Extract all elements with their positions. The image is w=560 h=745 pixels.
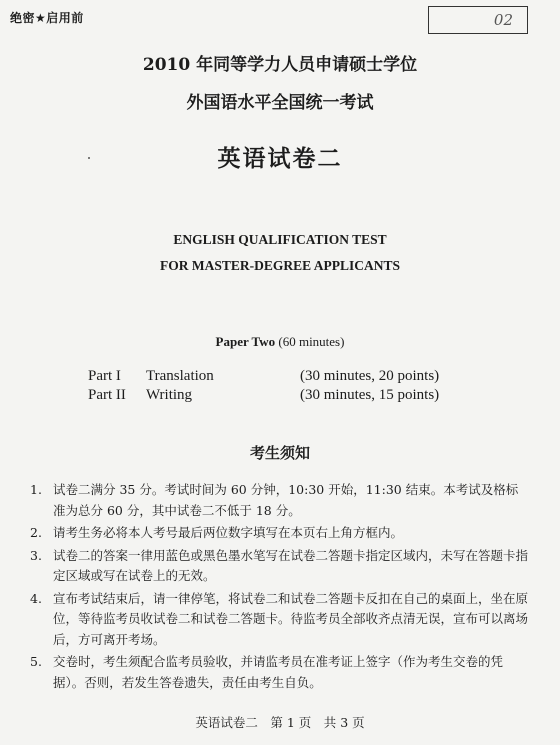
paper-heading	[0, 334, 560, 350]
part-title: Translation	[146, 368, 214, 384]
paper-title: 英语试卷二	[217, 145, 343, 172]
paper-duration: (60 minutes)	[278, 334, 345, 349]
part-row	[88, 387, 488, 406]
rule-text: 宣布考试结束后，请一律停笔，将试卷二和试卷二答题卡反扣在自己的桌面上，坐在原位，等待监考员收试卷二和试卷二答题卡。待监考员全部收齐点清无误，宣布可以离场后，方可离开考场。	[53, 590, 529, 647]
secret-mark: 绝密★启用前	[10, 11, 84, 25]
english-title-line2: FOR MASTER-DEGREE APPLICANTS	[159, 258, 401, 273]
candidate-number-box[interactable]	[428, 6, 528, 34]
rule-number: 4.	[30, 590, 42, 606]
exam-title: 2010 年同等学力人员申请硕士学位	[142, 55, 418, 75]
paper-name: Paper Two	[215, 334, 276, 349]
rule-item	[30, 546, 530, 587]
rule-item	[30, 480, 530, 521]
speck	[88, 157, 90, 159]
rule-text: 请考生务必将本人考号最后两位数字填写在本页右上角方框内。	[53, 525, 404, 540]
part-row	[88, 368, 488, 387]
rule-text: 试卷二满分 35 分。考试时间为 60 分钟，10:30 开始，11:30 结束。本考试及格标准为总分 60 分，其中试卷二不低于 18 分。	[53, 482, 519, 518]
part-info: (30 minutes, 20 points)	[300, 368, 440, 384]
notice-title: 考生须知	[249, 444, 310, 462]
part-info: (30 minutes, 15 points)	[300, 387, 440, 403]
candidate-number: 02	[493, 11, 513, 29]
part-title: Writing	[146, 387, 193, 403]
rule-text: 交卷时，考生须配合监考员验收，并请监考员在准考证上签字（作为考生交卷的凭据）。否则，若发生答卷遗失，责任由考生自负。	[53, 654, 504, 690]
parts-list	[88, 368, 488, 406]
rule-item	[30, 652, 530, 693]
rule-number: 3.	[30, 547, 42, 563]
rule-number: 2.	[30, 525, 42, 540]
exam-subtitle: 外国语水平全国统一考试	[186, 93, 374, 113]
notice-rules	[30, 480, 530, 695]
rule-text: 试卷二的答案一律用蓝色或黑色墨水笔写在试卷二答题卡指定区域内，未写在答题卡指定区域或写在试卷上的无效。	[53, 547, 529, 583]
rule-number: 5.	[30, 654, 42, 669]
page-footer: 英语试卷二 第 1 页 共 3 页	[195, 715, 365, 730]
english-title-line1: ENGLISH QUALIFICATION TEST	[173, 232, 387, 247]
part-number: Part I	[88, 368, 121, 384]
rule-item	[30, 589, 530, 651]
rule-item	[30, 523, 530, 544]
part-number: Part II	[88, 387, 126, 403]
rule-number: 1.	[30, 482, 42, 497]
